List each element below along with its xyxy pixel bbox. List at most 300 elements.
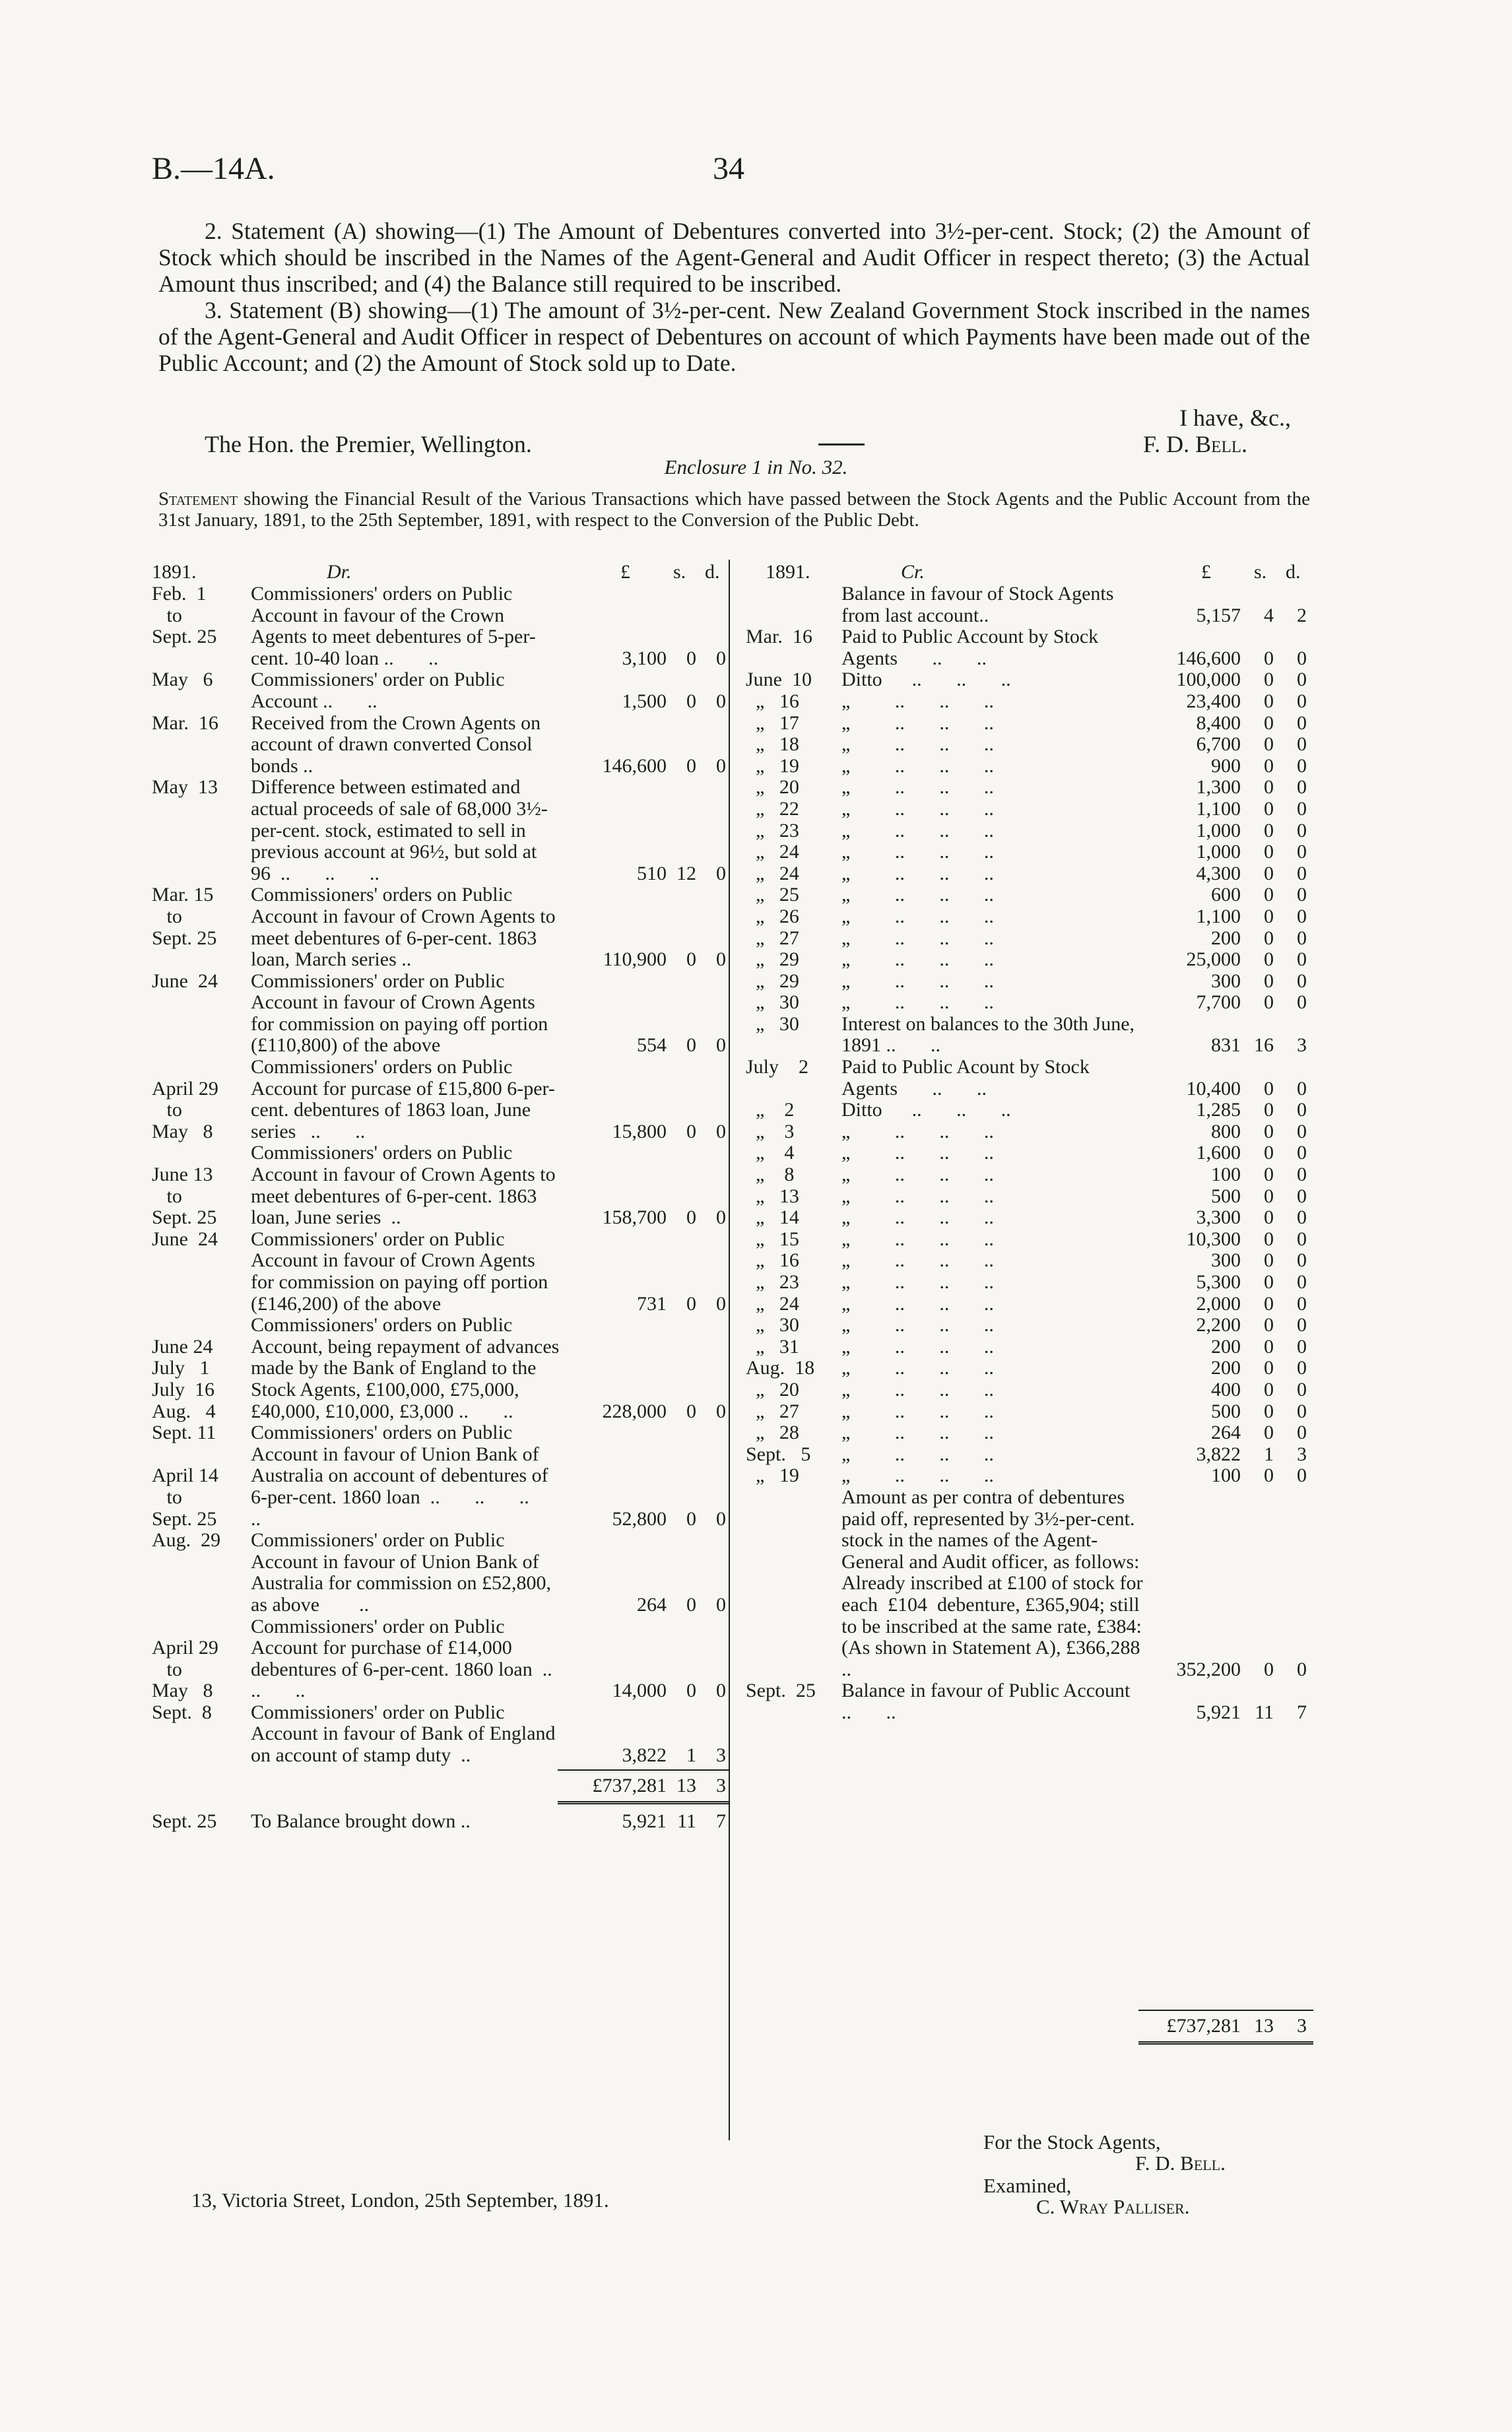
entry-date: „ 29 bbox=[746, 948, 799, 971]
entry-description: Amount as per contra of debentures paid off, represented by 3½-per-cent. stock in the names of the Agent-General and Audit officer, as follows: Already inscribed at £100 of stock for each £104 debenture, £365,904; still to be inscribed at the same rate, £384: (As shown in Statement A), £366,288 .. bbox=[841, 1486, 1175, 1680]
entry-date: „ 20 bbox=[746, 1378, 799, 1400]
divider bbox=[818, 444, 865, 445]
balance-pence: 7 bbox=[716, 1810, 726, 1832]
pence-heading: d. bbox=[1286, 561, 1301, 583]
entry-pence: 0 bbox=[1297, 1271, 1307, 1293]
entry-shillings: 0 bbox=[1264, 1292, 1274, 1315]
entry-date: June 13 to Sept. 25 bbox=[152, 1164, 217, 1229]
entry-date: „ 23 bbox=[746, 819, 799, 841]
entry-description: „ .. .. .. bbox=[841, 1249, 994, 1272]
balance-amount: 5,921 bbox=[622, 1810, 667, 1832]
entry-shillings: 0 bbox=[1264, 841, 1274, 863]
entry-description: „ .. .. .. bbox=[841, 927, 994, 949]
entry-pence: 0 bbox=[716, 1120, 726, 1142]
entry-pounds: 400 bbox=[1211, 1378, 1241, 1400]
entry-date: „ 16 bbox=[746, 1249, 799, 1272]
entry-description: „ .. .. .. bbox=[841, 1464, 994, 1487]
entry-pounds: 200 bbox=[1211, 1335, 1241, 1358]
entry-description: Received from the Crown Agents on account of drawn converted Consol bonds .. bbox=[251, 711, 546, 777]
entry-shillings: 0 bbox=[1264, 1206, 1274, 1229]
entry-pounds: 1,100 bbox=[1196, 905, 1241, 927]
entry-date: Sept. 5 bbox=[746, 1443, 811, 1465]
entry-pounds: 800 bbox=[1211, 1120, 1241, 1142]
credit-row bbox=[733, 691, 1313, 713]
debit-row bbox=[152, 583, 729, 669]
debit-total-shillings: 13 bbox=[676, 1774, 696, 1796]
entry-description: „ .. .. .. bbox=[841, 819, 994, 841]
entry-shillings: 0 bbox=[1264, 690, 1274, 712]
credit-row bbox=[733, 1057, 1313, 1100]
entry-pounds: 25,000 bbox=[1186, 948, 1241, 971]
entry-pence: 0 bbox=[1297, 1142, 1307, 1164]
debit-row bbox=[152, 1142, 729, 1228]
entry-pence: 0 bbox=[716, 1206, 726, 1229]
entry-date: Aug. 18 bbox=[746, 1357, 815, 1379]
credit-row bbox=[733, 1250, 1313, 1272]
document-reference: B.—14A. bbox=[152, 151, 275, 186]
entry-pounds: 731 bbox=[637, 1292, 667, 1315]
entry-shillings: 0 bbox=[1264, 1400, 1274, 1422]
entry-shillings: 0 bbox=[686, 690, 696, 712]
entry-pence: 2 bbox=[1297, 604, 1307, 626]
pounds-heading: £ bbox=[1201, 561, 1211, 583]
credit-row bbox=[733, 669, 1313, 691]
letter-body bbox=[158, 218, 1310, 376]
entry-date: „ 27 bbox=[746, 1400, 799, 1422]
entry-pence: 0 bbox=[1297, 970, 1307, 992]
shillings-heading: s. bbox=[1254, 561, 1267, 583]
credit-row bbox=[733, 949, 1313, 971]
page-header bbox=[152, 150, 1347, 190]
credit-row bbox=[733, 1422, 1313, 1444]
credit-row bbox=[733, 713, 1313, 735]
credit-total-shillings: 13 bbox=[1254, 2015, 1274, 2037]
entry-pounds: 500 bbox=[1211, 1185, 1241, 1207]
entry-pence: 0 bbox=[1297, 862, 1307, 884]
entry-pounds: 5,157 bbox=[1196, 604, 1241, 626]
entry-shillings: 0 bbox=[686, 1400, 696, 1422]
credit-row bbox=[733, 1336, 1313, 1358]
entry-pounds: 264 bbox=[637, 1593, 667, 1616]
credit-row bbox=[733, 777, 1313, 799]
double-rule bbox=[1138, 2041, 1313, 2045]
debit-row bbox=[152, 1616, 729, 1702]
entry-date: April 29 to May 8 bbox=[152, 1077, 218, 1142]
entry-pence: 7 bbox=[1297, 1701, 1307, 1723]
credit-row bbox=[733, 1401, 1313, 1423]
entry-shillings: 0 bbox=[686, 1593, 696, 1616]
entry-description: „ .. .. .. bbox=[841, 754, 994, 777]
paragraph-2: 2. Statement (A) showing—(1) The Amount of Debentures converted into 3½-per-cent. Stock; (2) the Amount of Stock which should be inscribed in the Names of the Agent-General and Audit Officer in respect thereto; (3) the Actual Amount thus inscribed; and (4) the Balance still required to be inscribed. bbox=[158, 218, 1310, 297]
entry-pounds: 352,200 bbox=[1176, 1658, 1241, 1680]
entry-shillings: 0 bbox=[1264, 754, 1274, 777]
credit-row bbox=[733, 1680, 1313, 1723]
entry-pence: 0 bbox=[1297, 948, 1307, 971]
entry-pounds: 510 bbox=[637, 862, 667, 884]
debit-row bbox=[152, 1422, 729, 1530]
entry-shillings: 0 bbox=[1264, 711, 1274, 734]
entry-shillings: 0 bbox=[686, 1292, 696, 1315]
entry-description: „ .. .. .. bbox=[841, 970, 994, 992]
entry-date: May 6 bbox=[152, 669, 213, 691]
entry-description: „ .. .. .. bbox=[841, 1120, 994, 1142]
entry-description: „ .. .. .. bbox=[841, 1400, 994, 1422]
entry-pence: 0 bbox=[716, 1680, 726, 1702]
entry-pence: 0 bbox=[1297, 754, 1307, 777]
entry-shillings: 0 bbox=[686, 647, 696, 669]
entry-shillings: 0 bbox=[1264, 1658, 1274, 1680]
entry-pounds: 200 bbox=[1211, 927, 1241, 949]
credit-entries bbox=[733, 583, 1313, 1723]
entry-date: „ 19 bbox=[746, 754, 799, 777]
entry-description: „ .. .. .. bbox=[841, 991, 994, 1014]
entry-pence: 0 bbox=[1297, 1400, 1307, 1422]
credit-row bbox=[733, 928, 1313, 950]
entry-shillings: 0 bbox=[1264, 819, 1274, 841]
entry-description: „ .. .. .. bbox=[841, 1443, 994, 1465]
rule bbox=[558, 1769, 729, 1771]
entry-pounds: 3,822 bbox=[622, 1744, 667, 1767]
entry-shillings: 0 bbox=[1264, 948, 1274, 971]
closing: I have, &c., bbox=[1179, 405, 1291, 431]
statement-text: showing the Financial Result of the Various Transactions which have passed between the Stock Agents and the Public Account from the 31st January, 1891, to the 25th September, 1891, with respect to the Conversion of the Public Debt. bbox=[158, 488, 1311, 531]
entry-date: „ 30 bbox=[746, 1012, 799, 1035]
debit-entries bbox=[152, 583, 729, 1767]
entry-date: „ 24 bbox=[746, 841, 799, 863]
entry-pounds: 8,400 bbox=[1196, 711, 1241, 734]
entry-pence: 0 bbox=[1297, 647, 1307, 669]
entry-description: „ .. .. .. bbox=[841, 1378, 994, 1400]
entry-pence: 0 bbox=[1297, 1164, 1307, 1186]
debit-side bbox=[152, 561, 729, 1834]
entry-description: „ .. .. .. bbox=[841, 862, 994, 884]
entry-date: „ 25 bbox=[746, 884, 799, 906]
addressee: The Hon. the Premier, Wellington. bbox=[205, 431, 532, 457]
entry-date: „ 22 bbox=[746, 797, 799, 820]
entry-shillings: 12 bbox=[676, 862, 696, 884]
entry-pence: 0 bbox=[1297, 841, 1307, 863]
entry-date: April 29 to May 8 bbox=[152, 1637, 218, 1702]
credit-row bbox=[733, 820, 1313, 842]
debit-row bbox=[152, 713, 729, 777]
credit-row bbox=[733, 906, 1313, 928]
entry-pounds: 146,600 bbox=[1176, 647, 1241, 669]
entry-pence: 0 bbox=[716, 1292, 726, 1315]
entry-date: „ 16 bbox=[746, 690, 799, 712]
credit-row bbox=[733, 1142, 1313, 1164]
rule bbox=[1138, 2010, 1313, 2011]
entry-description: „ .. .. .. bbox=[841, 1292, 994, 1315]
entry-date: „ 24 bbox=[746, 1292, 799, 1315]
debit-year: 1891. bbox=[152, 561, 197, 583]
debit-header bbox=[152, 561, 729, 583]
entry-pounds: 1,500 bbox=[622, 690, 667, 712]
entry-pence: 0 bbox=[1297, 1357, 1307, 1379]
entry-shillings: 0 bbox=[686, 754, 696, 777]
entry-date: „ 14 bbox=[746, 1206, 799, 1229]
debit-row bbox=[152, 971, 729, 1057]
entry-date: April 14 to Sept. 25 bbox=[152, 1464, 218, 1530]
entry-shillings: 0 bbox=[1264, 1464, 1274, 1487]
entry-description: „ .. .. .. bbox=[841, 905, 994, 927]
entry-description: „ .. .. .. bbox=[841, 1164, 994, 1186]
entry-description: Commissioners' orders on Public Account in favour of Union Bank of Australia on account of debentures of 6-per-cent. 1860 loan .. .. .. .. bbox=[251, 1422, 564, 1530]
entry-description: Commissioners' order on Public Account in favour of Crown Agents for commission on paying off portion (£146,200) of the above bbox=[251, 1228, 553, 1315]
entry-description: „ .. .. .. bbox=[841, 1357, 994, 1379]
credit-total: £737,281 bbox=[1166, 2015, 1241, 2037]
entry-date: Sept. 8 bbox=[152, 1701, 212, 1723]
entry-pounds: 3,100 bbox=[622, 647, 667, 669]
entry-pounds: 2,200 bbox=[1196, 1314, 1241, 1336]
entry-shillings: 0 bbox=[1264, 1422, 1274, 1444]
entry-shillings: 0 bbox=[1264, 862, 1274, 884]
entry-pence: 0 bbox=[1297, 690, 1307, 712]
entry-pounds: 5,300 bbox=[1196, 1271, 1241, 1293]
entry-pence: 0 bbox=[1297, 1120, 1307, 1142]
entry-description: „ .. .. .. bbox=[841, 1335, 994, 1358]
entry-pence: 0 bbox=[1297, 1077, 1307, 1100]
credit-row bbox=[733, 1121, 1313, 1143]
entry-shillings: 0 bbox=[1264, 797, 1274, 820]
entry-shillings: 0 bbox=[1264, 1142, 1274, 1164]
entry-description: „ .. .. .. bbox=[841, 711, 994, 734]
entry-pence: 0 bbox=[1297, 1314, 1307, 1336]
addressee-line bbox=[158, 430, 1310, 458]
credit-row bbox=[733, 1315, 1313, 1336]
entry-pounds: 110,900 bbox=[603, 948, 667, 971]
entry-description: Commissioners' orders on Public Account in favour of Crown Agents to meet debentures of 6-per-cent. 1863 loan, June series .. bbox=[251, 1142, 561, 1229]
entry-pence: 0 bbox=[716, 1507, 726, 1530]
credit-row bbox=[733, 1487, 1313, 1680]
entry-date: „ 19 bbox=[746, 1464, 799, 1487]
credit-row bbox=[733, 583, 1313, 626]
entry-description: Commissioners' order on Public Account .. .. bbox=[251, 669, 509, 712]
credit-row bbox=[733, 1207, 1313, 1229]
entry-description: Balance in favour of Public Account .. .. bbox=[841, 1680, 1170, 1723]
entry-pounds: 1,000 bbox=[1196, 819, 1241, 841]
entry-date: „ 4 bbox=[746, 1142, 795, 1164]
entry-date: June 24 bbox=[152, 970, 218, 992]
entry-pounds: 831 bbox=[1211, 1034, 1241, 1057]
entry-pence: 3 bbox=[716, 1744, 726, 1767]
debit-row bbox=[152, 1314, 729, 1444]
entry-pence: 0 bbox=[1297, 1658, 1307, 1680]
entry-pounds: 1,300 bbox=[1196, 776, 1241, 799]
entry-pence: 0 bbox=[1297, 797, 1307, 820]
pence-heading: d. bbox=[705, 561, 720, 583]
entry-description: Commissioners' orders on Public Account in favour of Crown Agents to meet debentures of 6-per-cent. 1863 loan, March series .. bbox=[251, 884, 561, 971]
entry-pence: 0 bbox=[1297, 819, 1307, 841]
entry-description: „ .. .. .. bbox=[841, 797, 994, 820]
entry-shillings: 0 bbox=[686, 948, 696, 971]
enclosure-title: Enclosure 1 in No. 32. bbox=[664, 455, 848, 478]
entry-pounds: 1,100 bbox=[1196, 797, 1241, 820]
entry-description: „ .. .. .. bbox=[841, 1314, 994, 1336]
entry-date: „ 30 bbox=[746, 1314, 799, 1336]
statement-caption bbox=[158, 488, 1310, 531]
entry-shillings: 0 bbox=[1264, 905, 1274, 927]
entry-shillings: 0 bbox=[686, 1034, 696, 1057]
entry-pence: 0 bbox=[1297, 884, 1307, 906]
entry-shillings: 0 bbox=[686, 1206, 696, 1229]
balance-desc: To Balance brought down .. bbox=[251, 1810, 471, 1832]
entry-date: „ 17 bbox=[746, 711, 799, 734]
entry-pounds: 3,300 bbox=[1196, 1206, 1241, 1229]
entry-shillings: 11 bbox=[1255, 1701, 1274, 1723]
paragraph-3: 3. Statement (B) showing—(1) The amount of 3½-per-cent. New Zealand Government Stock inscribed in the names of the Agent-General and Audit Officer in respect of Debentures on account of which Payments have been made out of the Public Account; and (2) the Amount of Stock sold up to Date. bbox=[158, 297, 1310, 376]
entry-shillings: 1 bbox=[1264, 1443, 1274, 1465]
entry-shillings: 0 bbox=[1264, 991, 1274, 1014]
credit-side bbox=[733, 561, 1313, 2047]
entry-pounds: 3,822 bbox=[1196, 1443, 1241, 1465]
credit-row bbox=[733, 992, 1313, 1014]
entry-date: „ 30 bbox=[746, 991, 799, 1014]
entry-date: „ 18 bbox=[746, 733, 799, 756]
stock-agent-signature: F. D. Bell. bbox=[1135, 2152, 1226, 2175]
entry-pounds: 4,300 bbox=[1196, 862, 1241, 884]
entry-pounds: 300 bbox=[1211, 970, 1241, 992]
entry-shillings: 0 bbox=[686, 1680, 696, 1702]
credit-row bbox=[733, 1272, 1313, 1294]
entry-date: „ 8 bbox=[746, 1164, 795, 1186]
entry-description: Ditto .. .. .. bbox=[841, 669, 1011, 691]
entry-pence: 0 bbox=[1297, 1464, 1307, 1487]
entry-description: „ .. .. .. bbox=[841, 1185, 994, 1207]
entry-date: June 24 bbox=[152, 1228, 218, 1250]
entry-pounds: 100,000 bbox=[1176, 669, 1241, 691]
debit-total-row bbox=[152, 1767, 729, 1796]
entry-pounds: 7,700 bbox=[1196, 991, 1241, 1014]
entry-shillings: 16 bbox=[1254, 1034, 1274, 1057]
credit-year: 1891. bbox=[766, 561, 810, 583]
entry-date: „ 26 bbox=[746, 905, 799, 927]
credit-total-row bbox=[733, 2007, 1313, 2037]
entry-shillings: 4 bbox=[1264, 604, 1274, 626]
entry-pence: 0 bbox=[1297, 1292, 1307, 1315]
entry-pounds: 600 bbox=[1211, 884, 1241, 906]
entry-pounds: 100 bbox=[1211, 1164, 1241, 1186]
entry-pence: 3 bbox=[1297, 1034, 1307, 1057]
entry-pence: 0 bbox=[1297, 711, 1307, 734]
entry-pounds: 228,000 bbox=[602, 1400, 667, 1422]
credit-row bbox=[733, 1229, 1313, 1251]
entry-pounds: 200 bbox=[1211, 1357, 1241, 1379]
credit-label: Cr. bbox=[901, 561, 925, 583]
entry-date: Sept. 25 bbox=[746, 1680, 816, 1702]
entry-shillings: 0 bbox=[686, 1120, 696, 1142]
entry-shillings: 0 bbox=[1264, 927, 1274, 949]
entry-shillings: 0 bbox=[1264, 884, 1274, 906]
entry-date: „ 28 bbox=[746, 1422, 799, 1444]
entry-shillings: 0 bbox=[1264, 647, 1274, 669]
entry-date: Mar. 16 bbox=[746, 626, 812, 648]
credit-row bbox=[733, 756, 1313, 777]
entry-description: Paid to Public Account by Stock Agents .. .. bbox=[841, 626, 1103, 669]
entry-shillings: 0 bbox=[1264, 669, 1274, 691]
entry-description: „ .. .. .. bbox=[841, 1228, 994, 1250]
entry-date: „ 13 bbox=[746, 1185, 799, 1207]
entry-pence: 0 bbox=[1297, 776, 1307, 799]
credit-row bbox=[733, 1100, 1313, 1121]
debit-row bbox=[152, 1530, 729, 1616]
credit-header bbox=[733, 561, 1313, 583]
entry-date: May 13 bbox=[152, 776, 218, 799]
entry-description: „ .. .. .. bbox=[841, 841, 994, 863]
debit-row bbox=[152, 1229, 729, 1315]
entry-pounds: 10,300 bbox=[1186, 1228, 1241, 1250]
entry-pence: 0 bbox=[1297, 1099, 1307, 1121]
statement-label: Statement bbox=[158, 488, 238, 509]
entry-shillings: 0 bbox=[1264, 1099, 1274, 1121]
entry-description: „ .. .. .. bbox=[841, 1422, 994, 1444]
entry-description: „ .. .. .. bbox=[841, 776, 994, 799]
credit-row bbox=[733, 626, 1313, 669]
entry-pence: 0 bbox=[716, 1593, 726, 1616]
entry-date: Aug. 29 bbox=[152, 1529, 221, 1552]
entry-shillings: 0 bbox=[1264, 733, 1274, 756]
entry-pence: 0 bbox=[1297, 733, 1307, 756]
credit-row bbox=[733, 1294, 1313, 1315]
credit-double-rule bbox=[733, 2033, 1313, 2047]
entry-description: Commissioners' orders on Public Account, being repayment of advances made by the Bank of England to the Stock Agents, £100,000, £75,000, £40,000, £10,000, £3,000 .. .. bbox=[251, 1314, 564, 1422]
entry-description: Commissioners' order on Public Account in favour of Bank of England on account of stamp duty .. bbox=[251, 1701, 561, 1767]
entry-description: „ .. .. .. bbox=[841, 1206, 994, 1229]
entry-pence: 0 bbox=[1297, 927, 1307, 949]
credit-row bbox=[733, 734, 1313, 756]
entry-shillings: 0 bbox=[1264, 1335, 1274, 1358]
entry-date: June 24 July 1 July 16 Aug. 4 Sept. 11 bbox=[152, 1335, 216, 1444]
entry-pounds: 100 bbox=[1211, 1464, 1241, 1487]
entry-pence: 0 bbox=[1297, 1206, 1307, 1229]
entry-description: „ .. .. .. bbox=[841, 884, 994, 906]
signature: F. D. Bell. bbox=[1143, 431, 1247, 457]
entry-description: „ .. .. .. bbox=[841, 948, 994, 971]
credit-row bbox=[733, 799, 1313, 820]
entry-shillings: 0 bbox=[1264, 1077, 1274, 1100]
entry-date: „ 27 bbox=[746, 927, 799, 949]
debit-row bbox=[152, 777, 729, 884]
credit-row bbox=[733, 1186, 1313, 1208]
double-rule bbox=[558, 1801, 729, 1804]
entry-pounds: 146,600 bbox=[602, 754, 667, 777]
entry-description: „ .. .. .. bbox=[841, 1142, 994, 1164]
entry-pounds: 2,000 bbox=[1196, 1292, 1241, 1315]
shillings-heading: s. bbox=[673, 561, 686, 583]
entry-shillings: 0 bbox=[1264, 1249, 1274, 1272]
entry-pounds: 264 bbox=[1211, 1422, 1241, 1444]
entry-pence: 0 bbox=[1297, 991, 1307, 1014]
entry-date: „ 3 bbox=[746, 1120, 795, 1142]
examiner-signature: C. Wray Palliser. bbox=[1036, 2195, 1190, 2218]
entry-pounds: 554 bbox=[637, 1034, 667, 1057]
entry-pence: 0 bbox=[1297, 1335, 1307, 1358]
entry-pounds: 300 bbox=[1211, 1249, 1241, 1272]
entry-pounds: 1,000 bbox=[1196, 841, 1241, 863]
entry-pounds: 5,921 bbox=[1196, 1701, 1241, 1723]
balance-shillings: 11 bbox=[677, 1810, 696, 1832]
address-line: 13, Victoria Street, London, 25th September, 1891. bbox=[191, 2188, 609, 2212]
entry-description: Difference between estimated and actual proceeds of sale of 68,000 3½-per-cent. stock, estimated to sell in previous account at 96½, but sold at 96 .. .. .. bbox=[251, 776, 548, 884]
debit-row bbox=[152, 1057, 729, 1142]
credit-row bbox=[733, 971, 1313, 993]
for-stock-agents: For the Stock Agents, bbox=[983, 2130, 1161, 2153]
debit-total-pence: 3 bbox=[716, 1774, 726, 1796]
credit-row bbox=[733, 1358, 1313, 1379]
credit-row bbox=[733, 1444, 1313, 1466]
entry-pence: 0 bbox=[716, 948, 726, 971]
entry-date: „ 15 bbox=[746, 1228, 799, 1250]
entry-shillings: 0 bbox=[1264, 1228, 1274, 1250]
